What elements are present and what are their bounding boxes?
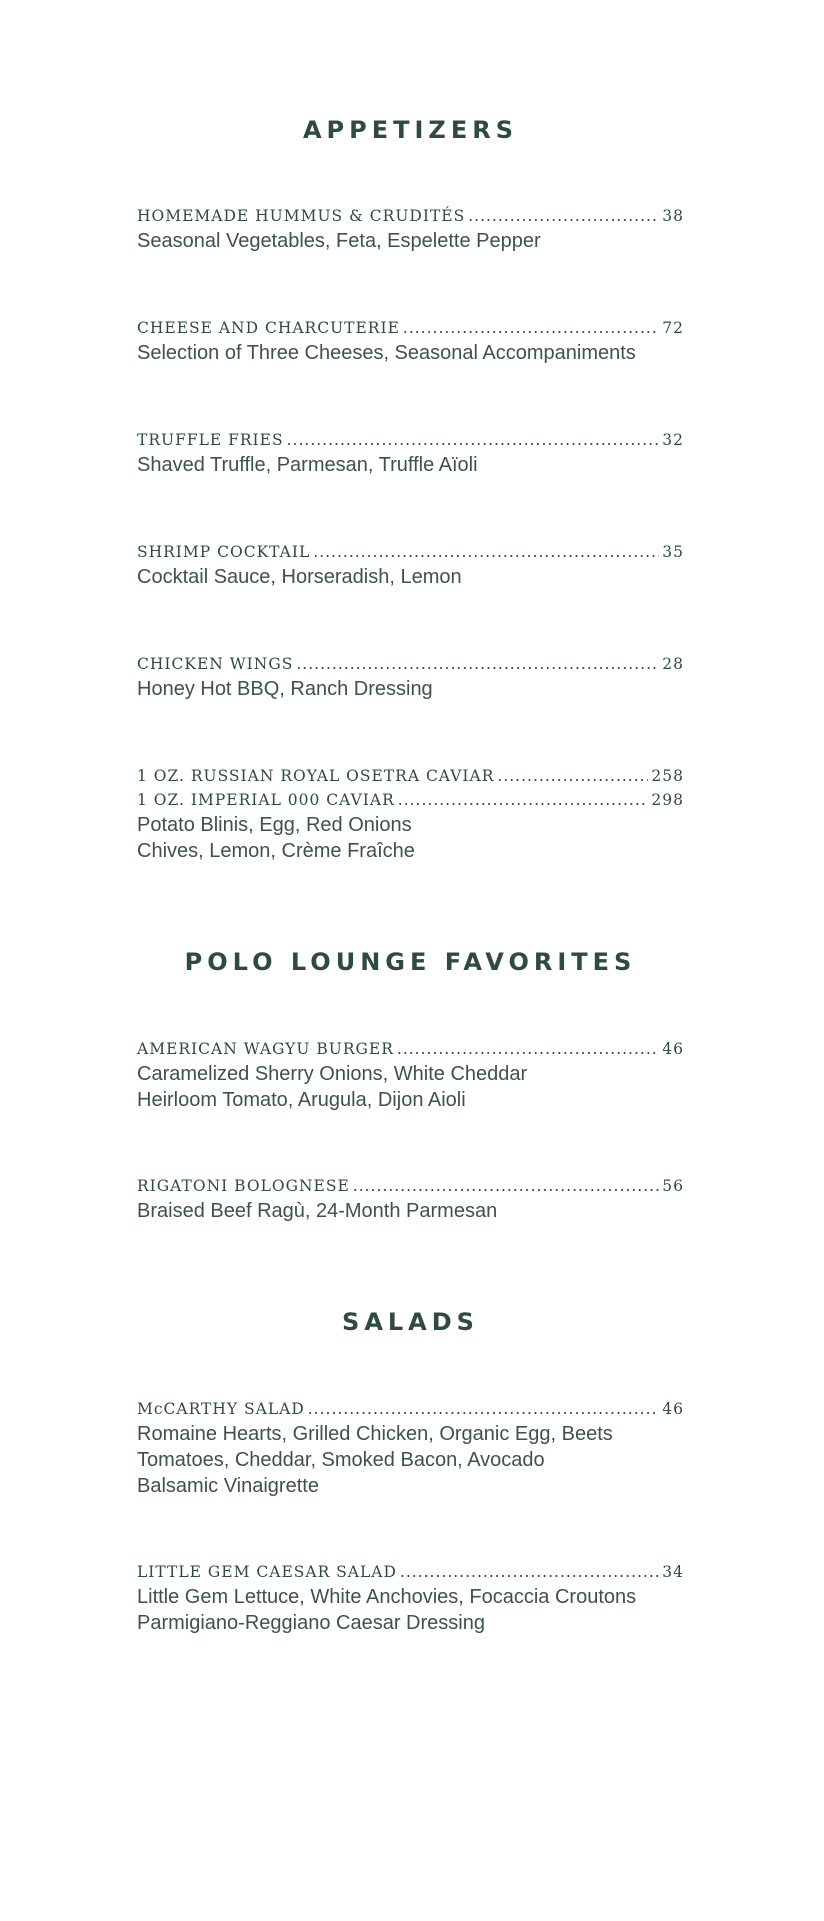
menu-item-rigatoni-bolognese bbox=[137, 1174, 684, 1224]
item-line bbox=[137, 1397, 684, 1421]
item-name: SHRIMP COCKTAIL bbox=[137, 543, 311, 561]
dot-leader bbox=[400, 1560, 659, 1584]
item-price: 46 bbox=[662, 1040, 684, 1058]
item-name: 1 OZ. RUSSIAN ROYAL OSETRA CAVIAR bbox=[137, 767, 495, 785]
item-description: Little Gem Lettuce, White Anchovies, Focaccia Croutons bbox=[137, 1586, 637, 1608]
item-description: Braised Beef Ragù, 24-Month Parmesan bbox=[137, 1200, 498, 1222]
section-title-salads: SALADS bbox=[342, 1308, 479, 1336]
dot-leader bbox=[308, 1397, 660, 1421]
item-description: Potato Blinis, Egg, Red Onions bbox=[137, 814, 412, 836]
menu-item-cheese-charcuterie bbox=[137, 316, 684, 366]
item-description: Parmigiano-Reggiano Caesar Dressing bbox=[137, 1612, 485, 1634]
item-description: Chives, Lemon, Crème Fraîche bbox=[137, 840, 415, 862]
item-name: TRUFFLE FRIES bbox=[137, 431, 284, 449]
item-price: 258 bbox=[651, 767, 684, 785]
item-line bbox=[137, 428, 684, 452]
dot-leader bbox=[313, 540, 659, 564]
item-line bbox=[137, 1037, 684, 1061]
menu-item-caviar bbox=[137, 764, 684, 864]
dot-leader bbox=[397, 1037, 659, 1061]
item-line bbox=[137, 204, 684, 228]
item-line bbox=[137, 1174, 684, 1198]
item-price: 32 bbox=[662, 431, 684, 449]
dot-leader bbox=[398, 788, 649, 812]
item-line bbox=[137, 1560, 684, 1584]
dot-leader bbox=[497, 764, 648, 788]
item-price: 72 bbox=[662, 319, 684, 337]
item-description: Tomatoes, Cheddar, Smoked Bacon, Avocado bbox=[137, 1449, 545, 1471]
item-line bbox=[137, 540, 684, 564]
item-line bbox=[137, 764, 684, 788]
dot-leader bbox=[287, 428, 660, 452]
item-price: 46 bbox=[662, 1400, 684, 1418]
item-line bbox=[137, 652, 684, 676]
item-description: Seasonal Vegetables, Feta, Espelette Pepper bbox=[137, 230, 541, 252]
item-name: AMERICAN WAGYU BURGER bbox=[137, 1040, 394, 1058]
item-price: 28 bbox=[662, 655, 684, 673]
section-title-polo-lounge-favorites: POLO LOUNGE FAVORITES bbox=[184, 948, 637, 976]
dot-leader bbox=[468, 204, 659, 228]
menu-item-shrimp-cocktail bbox=[137, 540, 684, 590]
dot-leader bbox=[403, 316, 659, 340]
item-description: Shaved Truffle, Parmesan, Truffle Aïoli bbox=[137, 454, 478, 476]
item-name: McCARTHY SALAD bbox=[137, 1400, 305, 1418]
item-description: Cocktail Sauce, Horseradish, Lemon bbox=[137, 566, 462, 588]
menu-item-little-gem-caesar bbox=[137, 1560, 684, 1636]
item-line bbox=[137, 788, 684, 812]
item-price: 35 bbox=[662, 543, 684, 561]
item-price: 34 bbox=[662, 1563, 684, 1581]
menu-item-wagyu-burger bbox=[137, 1037, 684, 1113]
item-name: LITTLE GEM CAESAR SALAD bbox=[137, 1563, 397, 1581]
item-line bbox=[137, 316, 684, 340]
item-description: Honey Hot BBQ, Ranch Dressing bbox=[137, 678, 433, 700]
dot-leader bbox=[296, 652, 659, 676]
item-description: Romaine Hearts, Grilled Chicken, Organic Egg, Beets bbox=[137, 1423, 613, 1445]
item-name: 1 OZ. IMPERIAL 000 CAVIAR bbox=[137, 791, 395, 809]
menu-item-chicken-wings bbox=[137, 652, 684, 702]
section-title-appetizers: APPETIZERS bbox=[302, 116, 518, 144]
item-description: Balsamic Vinaigrette bbox=[137, 1475, 319, 1497]
menu-item-mccarthy-salad bbox=[137, 1397, 684, 1499]
item-price: 56 bbox=[662, 1177, 684, 1195]
item-price: 298 bbox=[651, 791, 684, 809]
item-description: Selection of Three Cheeses, Seasonal Accompaniments bbox=[137, 342, 636, 364]
item-name: CHEESE AND CHARCUTERIE bbox=[137, 319, 400, 337]
item-description: Heirloom Tomato, Arugula, Dijon Aioli bbox=[137, 1089, 466, 1111]
item-name: HOMEMADE HUMMUS & CRUDITÉS bbox=[137, 207, 466, 225]
menu-item-truffle-fries bbox=[137, 428, 684, 478]
item-price: 38 bbox=[662, 207, 684, 225]
dot-leader bbox=[353, 1174, 660, 1198]
item-name: CHICKEN WINGS bbox=[137, 655, 294, 673]
item-description: Caramelized Sherry Onions, White Cheddar bbox=[137, 1063, 528, 1085]
item-name: RIGATONI BOLOGNESE bbox=[137, 1177, 350, 1195]
menu-item-hummus bbox=[137, 204, 684, 254]
